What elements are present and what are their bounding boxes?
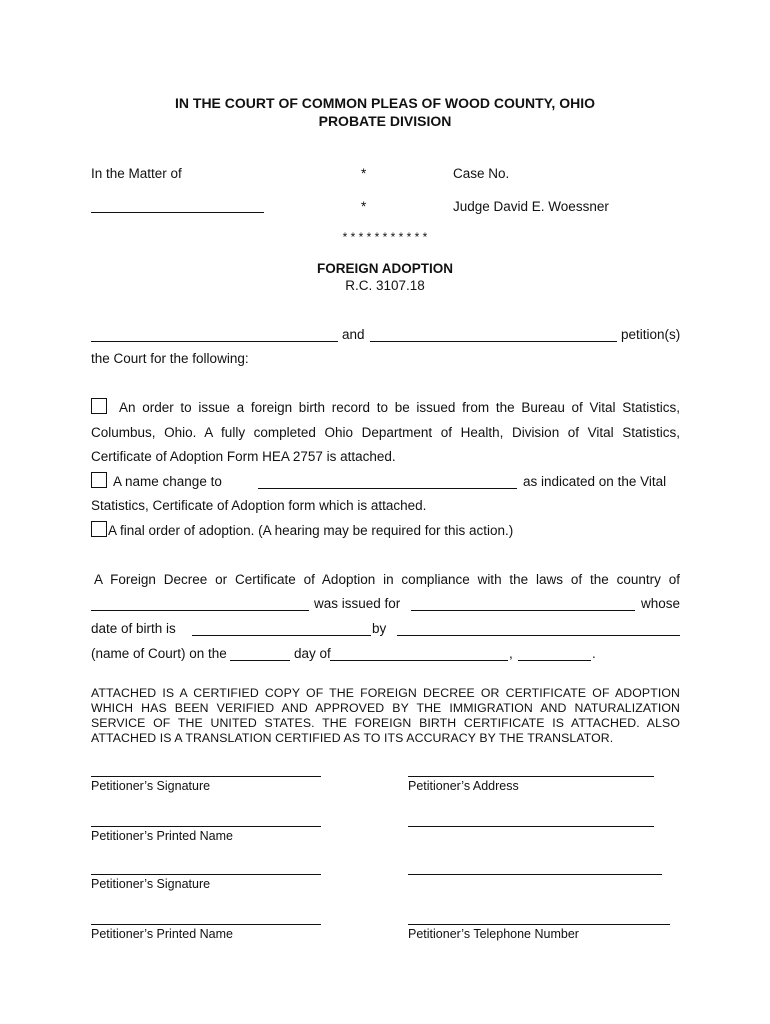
printed-name-label-1: Petitioner’s Printed Name [91, 829, 233, 843]
petitioner-2-field[interactable] [370, 341, 617, 342]
whose-text: whose [641, 596, 681, 611]
birth-record-text-3: Certificate of Adoption Form HEA 2757 is attached. [91, 449, 396, 464]
caption-asterisk-2: * [361, 199, 367, 214]
and-text: and [342, 327, 365, 342]
date-period: . [592, 646, 596, 661]
attached-line-2: WHICH HAS BEEN VERIFIED AND APPROVED BY THE IMMIGRATION AND NATURALIZATION [91, 701, 680, 715]
judge-name: Judge David E. Woessner [453, 199, 609, 214]
address-line-2[interactable] [408, 826, 654, 827]
court-heading: IN THE COURT OF COMMON PLEAS OF WOOD COUNTY, OHIO [175, 95, 595, 111]
final-order-checkbox[interactable] [91, 521, 107, 537]
court-name-label: (name of Court) on the [91, 646, 227, 661]
matter-name-field[interactable] [91, 212, 264, 213]
day-of-label: day of [294, 646, 331, 661]
date-comma: , [509, 646, 513, 661]
caption-asterisk-1: * [361, 166, 367, 181]
birth-record-text-2: Columbus, Ohio. A fully completed Ohio Department of Health, Division of Vital Statistics, [91, 425, 680, 440]
birth-record-text-1: An order to issue a foreign birth record to be issued from the Bureau of Vital Statistics, [119, 400, 680, 415]
issued-for-text: was issued for [314, 596, 401, 611]
case-number-label: Case No. [453, 166, 510, 181]
final-order-text: A final order of adoption. (A hearing may be required for this action.) [108, 523, 514, 538]
birth-record-checkbox[interactable] [91, 398, 107, 414]
telephone-label: Petitioner’s Telephone Number [408, 927, 579, 941]
printed-name-line-1[interactable] [91, 826, 321, 827]
document-title: FOREIGN ADOPTION [316, 261, 453, 276]
by-label: by [372, 621, 387, 636]
signature-line-2[interactable] [91, 874, 321, 875]
printed-name-label-2: Petitioner’s Printed Name [91, 927, 233, 941]
name-change-prefix: A name change to [113, 474, 222, 489]
caption-separator: * * * * * * * * * * * [342, 230, 428, 244]
petitioner-1-field[interactable] [91, 341, 338, 342]
court-name-field[interactable] [397, 635, 680, 636]
address-line-3[interactable] [408, 874, 662, 875]
decree-text-1: A Foreign Decree or Certificate of Adoption in compliance with the laws of the country of [94, 572, 680, 587]
petitions-text: petition(s) [621, 327, 681, 342]
printed-name-line-2[interactable] [91, 924, 321, 925]
name-change-text-2: Statistics, Certificate of Adoption form which is attached. [91, 498, 427, 513]
decree-month-field[interactable] [330, 660, 508, 661]
new-name-field[interactable] [258, 488, 517, 489]
signature-label-2: Petitioner’s Signature [91, 877, 211, 891]
statute-reference: R.C. 3107.18 [345, 278, 425, 293]
petition-request-text: the Court for the following: [91, 351, 249, 366]
attached-line-4: ATTACHED IS A TRANSLATION CERTIFIED AS TO ITS ACCURACY BY THE TRANSLATOR. [91, 731, 614, 745]
address-label: Petitioner’s Address [408, 779, 519, 793]
dob-label: date of birth is [91, 621, 176, 636]
matter-label: In the Matter of [91, 166, 182, 181]
attached-line-1: ATTACHED IS A CERTIFIED COPY OF THE FOREIGN DECREE OR CERTIFICATE OF ADOPTION [91, 686, 680, 700]
dob-field[interactable] [192, 635, 371, 636]
decree-day-field[interactable] [230, 660, 290, 661]
country-field[interactable] [91, 610, 309, 611]
name-change-suffix: as indicated on the Vital [523, 474, 667, 489]
telephone-line[interactable] [408, 924, 670, 925]
attached-line-3: SERVICE OF THE UNITED STATES. THE FOREIGN BIRTH CERTIFICATE IS ATTACHED. ALSO [91, 716, 680, 730]
division-heading: PROBATE DIVISION [318, 113, 452, 129]
child-name-field[interactable] [411, 610, 635, 611]
address-line-1[interactable] [408, 776, 654, 777]
signature-line-1[interactable] [91, 776, 321, 777]
decree-year-field[interactable] [518, 660, 591, 661]
name-change-checkbox[interactable] [91, 472, 107, 488]
signature-label-1: Petitioner’s Signature [91, 779, 211, 793]
